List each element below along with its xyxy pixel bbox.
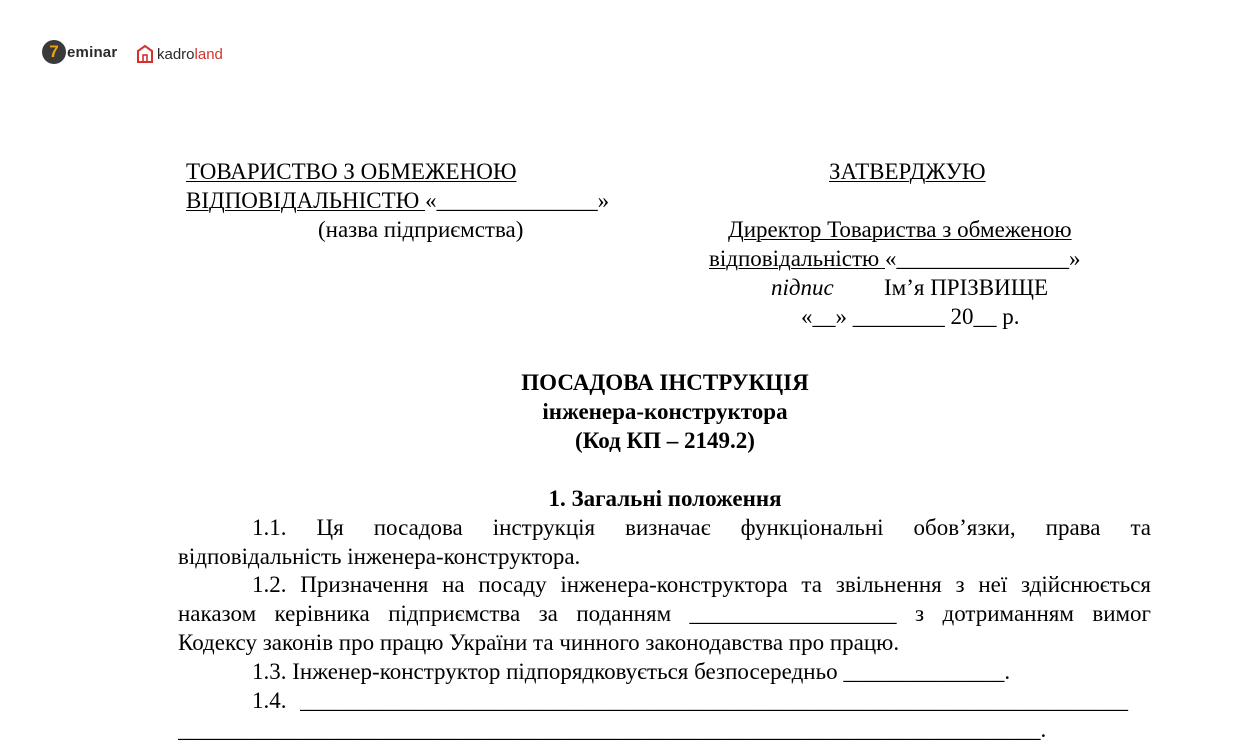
director-title-line-2 bbox=[709, 244, 1080, 273]
kadroland-logo-text-2: land bbox=[194, 45, 223, 63]
approve-heading: ЗАТВЕРДЖУЮ bbox=[829, 159, 986, 184]
document-title: ПОСАДОВА ІНСТРУКЦІЯ bbox=[521, 370, 809, 395]
clause-1-1-line-2: відповідальність інженера-конструктора. bbox=[178, 544, 581, 569]
company-line-1: ТОВАРИСТВО З ОБМЕЖЕНОЮ bbox=[186, 159, 517, 184]
kadroland-logo-text-1: kadro bbox=[157, 45, 195, 63]
section-heading: 1. Загальні положення bbox=[548, 486, 782, 511]
clause-1-4-number: 1.4. bbox=[252, 688, 287, 713]
clause-1-4-blank-line-1: ________________________________________________________________________ bbox=[300, 688, 1128, 713]
kadroland-logo bbox=[136, 44, 223, 64]
clause-1-1-line-1: 1.1. Ця посадова інструкція визначає функціональні обов’язки, права та bbox=[252, 515, 1151, 540]
signature-label: підпис bbox=[771, 275, 834, 300]
director-company-blank: «_______________» bbox=[884, 246, 1081, 271]
document-code: (Код КП – 2149.2) bbox=[575, 428, 755, 453]
seminar-logo-text: eminar bbox=[67, 43, 118, 61]
clause-1-2-line-1: 1.2. Призначення на посаду інженера-конструктора та звільнення з неї здійснюється bbox=[252, 572, 1151, 597]
company-name-caption: (назва підприємства) bbox=[318, 217, 524, 242]
clause-1-4-blank-line-2: ___________________________________________________________________________. bbox=[178, 717, 1047, 742]
clause-1-2-line-3: Кодексу законів про працю України та чинного законодавства про працю. bbox=[178, 630, 900, 655]
company-name-blank: «______________» bbox=[425, 188, 610, 213]
director-title-line-1: Директор Товариства з обмеженою bbox=[728, 217, 1072, 242]
kadroland-house-icon bbox=[136, 44, 154, 64]
name-surname-label: Ім’я ПРІЗВИЩЕ bbox=[884, 275, 1048, 300]
approval-date: «__» ________ 20__ р. bbox=[801, 304, 1020, 329]
company-line-2 bbox=[186, 186, 609, 215]
company-line-2-text: ВІДПОВІДАЛЬНІСТЮ bbox=[186, 188, 426, 213]
seminar-logo-circle: 7 bbox=[42, 40, 66, 64]
director-title-line-2-text: відповідальністю bbox=[709, 246, 885, 271]
document-subtitle: інженера-конструктора bbox=[542, 399, 788, 424]
clause-1-3: 1.3. Інженер-конструктор підпорядковується безпосередньо ______________. bbox=[252, 659, 1011, 684]
seminar-logo bbox=[42, 40, 117, 64]
clause-1-2-line-2: наказом керівника підприємства за поданням __________________ з дотриманням вимог bbox=[178, 601, 1151, 626]
